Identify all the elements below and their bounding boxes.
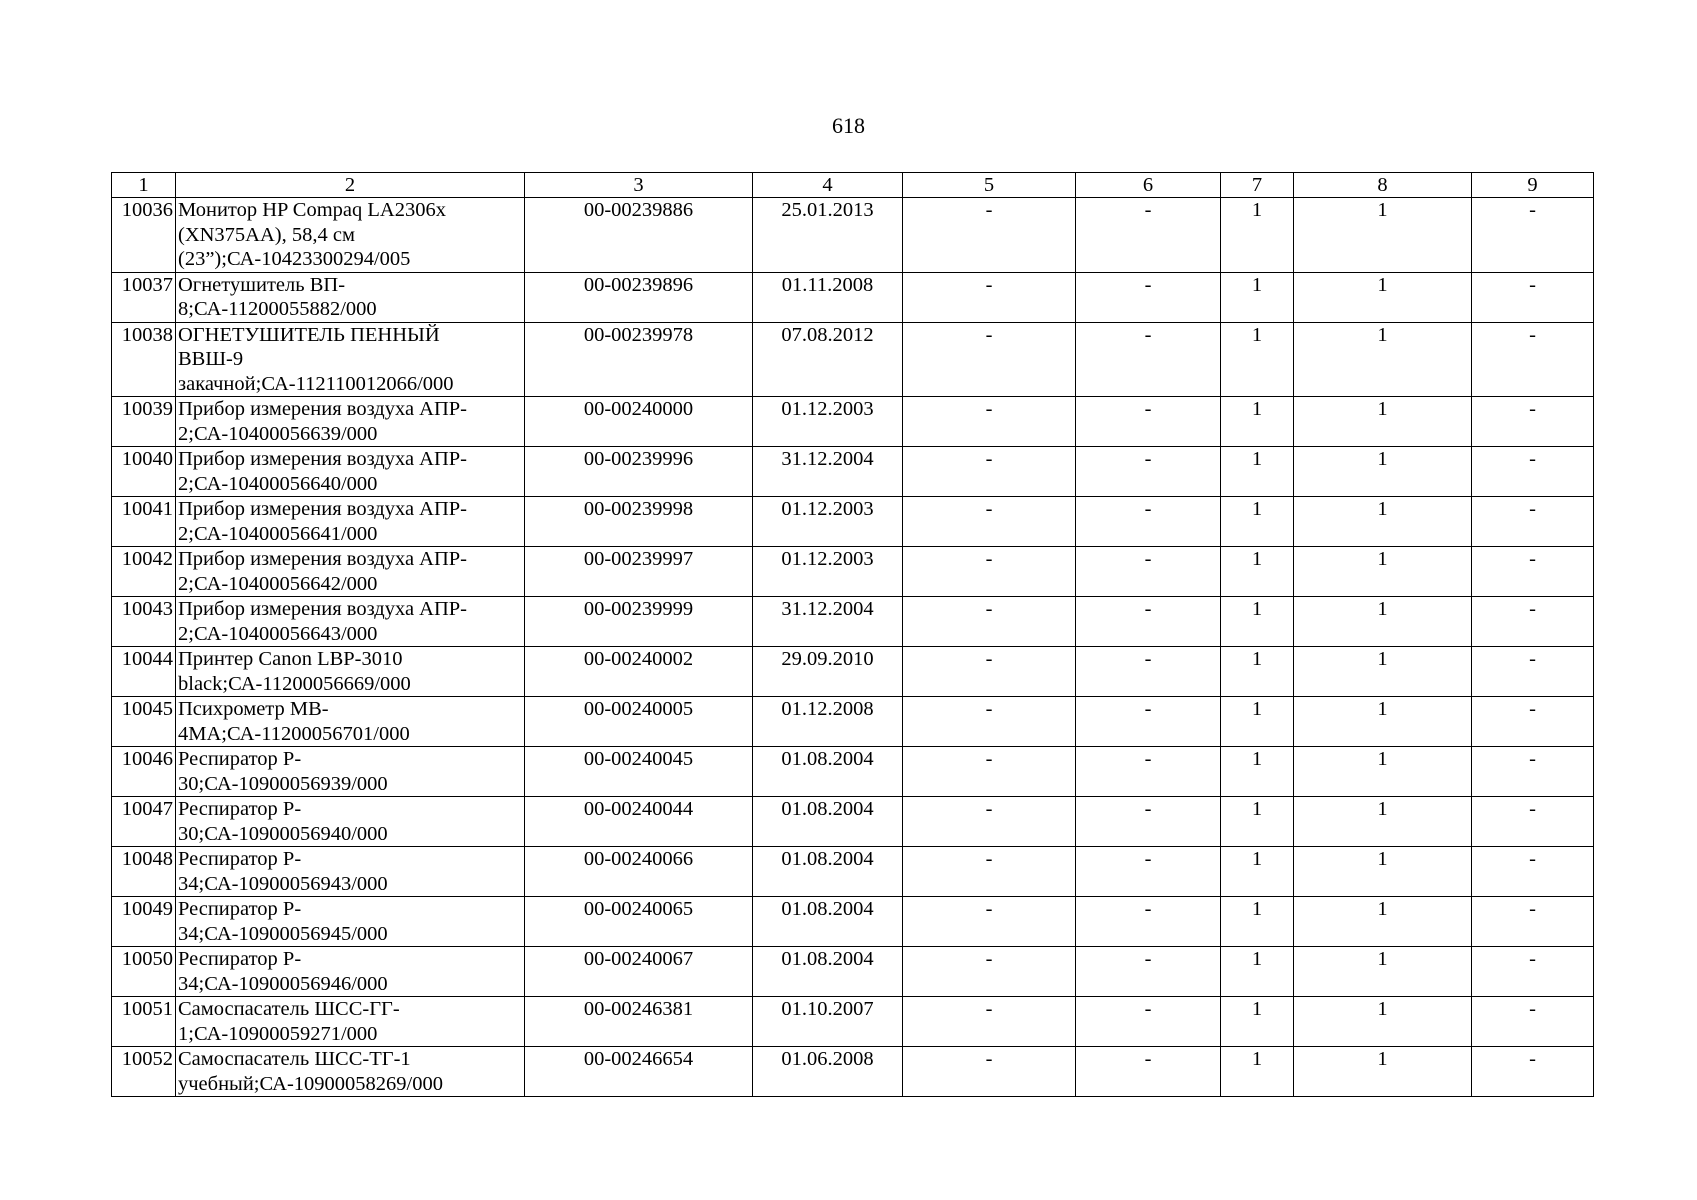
table-row	[112, 847, 1594, 897]
page-number: 618	[832, 113, 865, 138]
cell-row-number: 10042	[112, 547, 176, 597]
column-header-7: 7	[1221, 173, 1294, 198]
cell-inventory-number: 00-00240065	[525, 897, 753, 947]
table-row	[112, 447, 1594, 497]
cell-col-9: -	[1472, 647, 1594, 697]
cell-row-number: 10046	[112, 747, 176, 797]
cell-col-8: 1	[1294, 272, 1472, 322]
cell-date: 31.12.2004	[753, 597, 903, 647]
cell-inventory-number: 00-00240066	[525, 847, 753, 897]
cell-date: 31.12.2004	[753, 447, 903, 497]
cell-item-name: Респиратор Р- 34;СА-10900056943/000	[176, 847, 525, 897]
cell-col-9: -	[1472, 897, 1594, 947]
cell-col-6: -	[1076, 747, 1221, 797]
cell-col-6: -	[1076, 1047, 1221, 1097]
cell-date: 01.12.2003	[753, 397, 903, 447]
cell-date: 01.08.2004	[753, 797, 903, 847]
cell-item-name: Психрометр МВ- 4МА;СА-11200056701/000	[176, 697, 525, 747]
cell-inventory-number: 00-00246654	[525, 1047, 753, 1097]
table-row	[112, 322, 1594, 397]
cell-col-6: -	[1076, 647, 1221, 697]
table-row	[112, 397, 1594, 447]
cell-item-name: Респиратор Р- 30;СА-10900056940/000	[176, 797, 525, 847]
cell-col-9: -	[1472, 747, 1594, 797]
cell-col-8: 1	[1294, 897, 1472, 947]
cell-date: 01.08.2004	[753, 747, 903, 797]
cell-col-9: -	[1472, 697, 1594, 747]
cell-row-number: 10038	[112, 322, 176, 397]
cell-item-name: Респиратор Р- 34;СА-10900056946/000	[176, 947, 525, 997]
inventory-table	[111, 172, 1594, 1097]
cell-row-number: 10050	[112, 947, 176, 997]
cell-col-8: 1	[1294, 597, 1472, 647]
cell-col-5: -	[903, 897, 1076, 947]
cell-col-5: -	[903, 497, 1076, 547]
cell-item-name: Прибор измерения воздуха АПР- 2;СА-10400056641/000	[176, 497, 525, 547]
cell-inventory-number: 00-00240002	[525, 647, 753, 697]
cell-col-9: -	[1472, 1047, 1594, 1097]
cell-col-8: 1	[1294, 547, 1472, 597]
table-row	[112, 272, 1594, 322]
cell-col-7: 1	[1221, 397, 1294, 447]
cell-col-7: 1	[1221, 497, 1294, 547]
cell-item-name: Прибор измерения воздуха АПР- 2;СА-10400056642/000	[176, 547, 525, 597]
column-header-1: 1	[112, 173, 176, 198]
cell-inventory-number: 00-00239978	[525, 322, 753, 397]
table-row	[112, 547, 1594, 597]
cell-date: 25.01.2013	[753, 198, 903, 273]
cell-date: 01.08.2004	[753, 947, 903, 997]
column-header-4: 4	[753, 173, 903, 198]
column-header-2: 2	[176, 173, 525, 198]
table-row	[112, 198, 1594, 273]
cell-inventory-number: 00-00240044	[525, 797, 753, 847]
cell-col-5: -	[903, 1047, 1076, 1097]
cell-row-number: 10040	[112, 447, 176, 497]
cell-col-7: 1	[1221, 322, 1294, 397]
cell-item-name: Прибор измерения воздуха АПР- 2;СА-10400056639/000	[176, 397, 525, 447]
column-header-9: 9	[1472, 173, 1594, 198]
cell-col-6: -	[1076, 597, 1221, 647]
cell-date: 01.06.2008	[753, 1047, 903, 1097]
cell-date: 01.11.2008	[753, 272, 903, 322]
cell-col-8: 1	[1294, 397, 1472, 447]
table-body	[112, 198, 1594, 1097]
cell-col-7: 1	[1221, 947, 1294, 997]
cell-col-5: -	[903, 272, 1076, 322]
column-header-8: 8	[1294, 173, 1472, 198]
cell-col-8: 1	[1294, 947, 1472, 997]
cell-col-9: -	[1472, 947, 1594, 997]
cell-row-number: 10044	[112, 647, 176, 697]
cell-row-number: 10049	[112, 897, 176, 947]
table-row	[112, 797, 1594, 847]
cell-col-9: -	[1472, 597, 1594, 647]
cell-row-number: 10037	[112, 272, 176, 322]
cell-date: 01.08.2004	[753, 897, 903, 947]
cell-row-number: 10052	[112, 1047, 176, 1097]
cell-item-name: Огнетушитель ВП- 8;СА-11200055882/000	[176, 272, 525, 322]
cell-col-8: 1	[1294, 647, 1472, 697]
cell-col-6: -	[1076, 397, 1221, 447]
cell-col-6: -	[1076, 997, 1221, 1047]
cell-col-9: -	[1472, 447, 1594, 497]
cell-col-6: -	[1076, 797, 1221, 847]
cell-col-5: -	[903, 847, 1076, 897]
cell-row-number: 10051	[112, 997, 176, 1047]
cell-inventory-number: 00-00240045	[525, 747, 753, 797]
cell-col-5: -	[903, 198, 1076, 273]
cell-date: 01.12.2008	[753, 697, 903, 747]
cell-item-name: Принтер Canon LBP-3010 black;СА-11200056669/000	[176, 647, 525, 697]
cell-col-7: 1	[1221, 597, 1294, 647]
cell-col-5: -	[903, 797, 1076, 847]
header-row	[112, 173, 1594, 198]
cell-item-name: Прибор измерения воздуха АПР- 2;СА-10400056640/000	[176, 447, 525, 497]
table-row	[112, 697, 1594, 747]
cell-col-7: 1	[1221, 447, 1294, 497]
cell-col-8: 1	[1294, 322, 1472, 397]
cell-inventory-number: 00-00240005	[525, 697, 753, 747]
cell-col-5: -	[903, 647, 1076, 697]
cell-date: 01.12.2003	[753, 547, 903, 597]
cell-col-7: 1	[1221, 1047, 1294, 1097]
cell-col-6: -	[1076, 547, 1221, 597]
cell-col-7: 1	[1221, 747, 1294, 797]
cell-col-5: -	[903, 322, 1076, 397]
table-row	[112, 897, 1594, 947]
table-row	[112, 497, 1594, 547]
cell-col-5: -	[903, 697, 1076, 747]
cell-inventory-number: 00-00246381	[525, 997, 753, 1047]
cell-col-8: 1	[1294, 1047, 1472, 1097]
cell-col-7: 1	[1221, 797, 1294, 847]
cell-col-6: -	[1076, 322, 1221, 397]
cell-col-5: -	[903, 947, 1076, 997]
cell-item-name: Самоспасатель ШСС-ТГ-1 учебный;СА-10900058269/000	[176, 1047, 525, 1097]
cell-date: 29.09.2010	[753, 647, 903, 697]
cell-col-6: -	[1076, 497, 1221, 547]
cell-col-5: -	[903, 997, 1076, 1047]
cell-item-name: Прибор измерения воздуха АПР- 2;СА-10400056643/000	[176, 597, 525, 647]
cell-col-9: -	[1472, 797, 1594, 847]
cell-inventory-number: 00-00239896	[525, 272, 753, 322]
cell-item-name: Монитор HP Compaq LA2306x (XN375AA), 58,4 см (23”);СА-10423300294/005	[176, 198, 525, 273]
cell-row-number: 10036	[112, 198, 176, 273]
cell-inventory-number: 00-00240000	[525, 397, 753, 447]
cell-col-8: 1	[1294, 447, 1472, 497]
cell-inventory-number: 00-00239996	[525, 447, 753, 497]
cell-col-7: 1	[1221, 272, 1294, 322]
table-row	[112, 597, 1594, 647]
column-header-6: 6	[1076, 173, 1221, 198]
cell-inventory-number: 00-00239999	[525, 597, 753, 647]
cell-col-5: -	[903, 597, 1076, 647]
cell-row-number: 10047	[112, 797, 176, 847]
cell-date: 01.08.2004	[753, 847, 903, 897]
cell-col-8: 1	[1294, 847, 1472, 897]
table-header	[112, 173, 1594, 198]
cell-date: 07.08.2012	[753, 322, 903, 397]
cell-item-name: Респиратор Р- 30;СА-10900056939/000	[176, 747, 525, 797]
cell-col-8: 1	[1294, 747, 1472, 797]
cell-date: 01.12.2003	[753, 497, 903, 547]
table-row	[112, 947, 1594, 997]
cell-row-number: 10041	[112, 497, 176, 547]
cell-col-8: 1	[1294, 697, 1472, 747]
cell-inventory-number: 00-00239886	[525, 198, 753, 273]
cell-row-number: 10048	[112, 847, 176, 897]
cell-inventory-number: 00-00240067	[525, 947, 753, 997]
cell-col-9: -	[1472, 322, 1594, 397]
cell-item-name: Респиратор Р- 34;СА-10900056945/000	[176, 897, 525, 947]
cell-col-6: -	[1076, 947, 1221, 997]
cell-col-5: -	[903, 547, 1076, 597]
cell-col-7: 1	[1221, 847, 1294, 897]
cell-col-6: -	[1076, 847, 1221, 897]
cell-col-8: 1	[1294, 198, 1472, 273]
cell-inventory-number: 00-00239997	[525, 547, 753, 597]
cell-row-number: 10039	[112, 397, 176, 447]
cell-col-7: 1	[1221, 697, 1294, 747]
cell-col-9: -	[1472, 397, 1594, 447]
cell-col-8: 1	[1294, 497, 1472, 547]
cell-col-7: 1	[1221, 547, 1294, 597]
cell-row-number: 10043	[112, 597, 176, 647]
cell-col-7: 1	[1221, 198, 1294, 273]
cell-col-7: 1	[1221, 997, 1294, 1047]
column-header-3: 3	[525, 173, 753, 198]
cell-col-9: -	[1472, 272, 1594, 322]
table-row	[112, 747, 1594, 797]
cell-col-5: -	[903, 447, 1076, 497]
cell-col-9: -	[1472, 198, 1594, 273]
cell-col-9: -	[1472, 997, 1594, 1047]
cell-col-9: -	[1472, 847, 1594, 897]
cell-date: 01.10.2007	[753, 997, 903, 1047]
cell-item-name: ОГНЕТУШИТЕЛЬ ПЕННЫЙ ВВШ-9 закачной;СА-112110012066/000	[176, 322, 525, 397]
cell-col-6: -	[1076, 697, 1221, 747]
cell-col-9: -	[1472, 497, 1594, 547]
table-row	[112, 997, 1594, 1047]
table-row	[112, 1047, 1594, 1097]
cell-col-8: 1	[1294, 797, 1472, 847]
cell-col-8: 1	[1294, 997, 1472, 1047]
cell-col-7: 1	[1221, 647, 1294, 697]
cell-col-9: -	[1472, 547, 1594, 597]
cell-col-5: -	[903, 397, 1076, 447]
cell-item-name: Самоспасатель ШСС-ГГ- 1;СА-10900059271/000	[176, 997, 525, 1047]
cell-col-7: 1	[1221, 897, 1294, 947]
cell-col-6: -	[1076, 897, 1221, 947]
cell-inventory-number: 00-00239998	[525, 497, 753, 547]
cell-col-6: -	[1076, 198, 1221, 273]
column-header-5: 5	[903, 173, 1076, 198]
cell-col-6: -	[1076, 447, 1221, 497]
cell-col-6: -	[1076, 272, 1221, 322]
cell-row-number: 10045	[112, 697, 176, 747]
table-row	[112, 647, 1594, 697]
cell-col-5: -	[903, 747, 1076, 797]
